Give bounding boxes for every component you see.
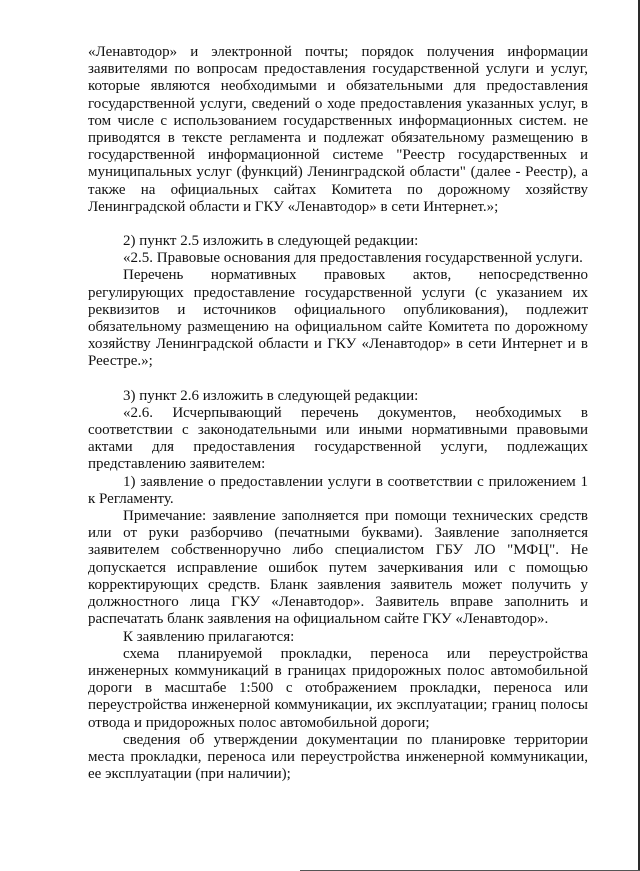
paragraph-gap [88, 216, 588, 233]
paragraph-item-3: 3) пункт 2.6 изложить в следующей редакции: [123, 387, 419, 404]
paragraph-2-5-heading: «2.5. Правовые основания для предоставления государственной услуги. [123, 250, 583, 267]
paragraph-2-5-body: Перечень нормативных правовых актов, непосредственно регулирующих предоставление государственной услуги (с указанием их реквизитов и источников официального опубликования), подлежит обязательному размещению на официальном сайте Комитета по дорожному хозяйству Ленинградской области и ГКУ «Ленавтодор» в сети Интернет и в Реестре.»; [88, 267, 588, 370]
paragraph-application: 1) заявление о предоставлении услуги в соответствии с приложением 1 к Регламенту. [88, 473, 588, 507]
paragraph-scheme: схема планируемой прокладки, переноса или переустройства инженерных коммуникаций в границах придорожных полос автомобильной дороги в масштабе 1:500 с отображением прокладки, переноса или переустройства инженерной коммуникации, их эксплуатации; границ полосы отвода и придорожных полос автомобильной дороги; [88, 645, 588, 731]
document-page [88, 44, 588, 783]
paragraph-2-6-heading: «2.6. Исчерпывающий перечень документов, необходимых в соответствии с законодательными или иными нормативными правовыми актами для предоставления государственной услуги, подлежащих представлению заявителем: [88, 404, 588, 473]
paragraph-item-2: 2) пункт 2.5 изложить в следующей редакции: [123, 233, 419, 250]
paragraph-planning-docs: сведения об утверждении документации по планировке территории места прокладки, переноса или переустройства инженерной коммуникации, ее эксплуатации (при наличии); [88, 731, 588, 783]
paragraph-note: Примечание: заявление заполняется при помощи технических средств или от руки разборчиво (печатными буквами). Заявление заполняется заявителем собственноручно либо специалистом ГБУ ЛО "МФЦ". Не допускается исправление ошибок путем зачеркивания или с помощью корректирующих средств. Бланк заявления заявитель может получить у должностного лица ГКУ «Ленавтодор». Заявитель вправе заполнить и распечатать бланк заявления на официальном сайте ГКУ «Ленавтодор». [88, 508, 588, 628]
paragraph-attachments: К заявлению прилагаются: [123, 628, 295, 645]
paragraph-info-order: «Ленавтодор» и электронной почты; порядок получения информации заявителями по вопросам предоставления государственной услуги и услуг, которые являются необходимыми и обязательными для предоставления государственной услуги, сведений о ходе предоставления указанных услуг, в том числе с использованием государственных информационных систем. не приводятся в тексте регламента и подлежат обязательному размещению в государственной информационной системе "Реестр государственных и муниципальных услуг (функций) Ленинградской области" (далее - Реестр), а также на официальных сайтах Комитета по дорожному хозяйству Ленинградской области и ГКУ «Ленавтодор» в сети Интернет.»; [88, 44, 588, 215]
paragraph-gap [88, 371, 588, 388]
